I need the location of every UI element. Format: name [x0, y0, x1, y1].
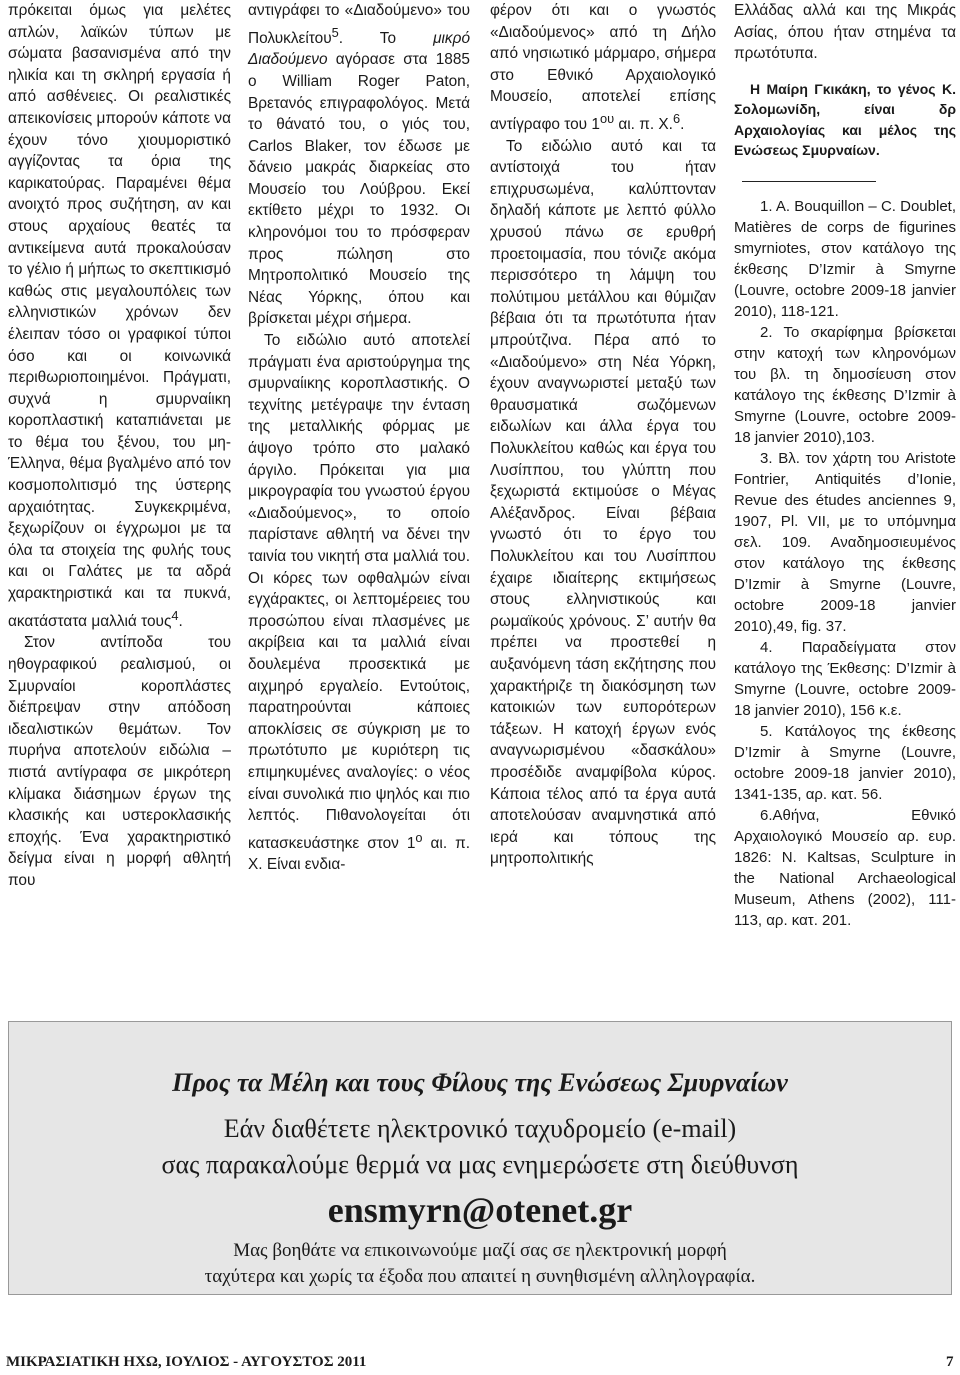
superscript: ο	[415, 829, 423, 845]
paragraph-text: . Το	[338, 29, 434, 47]
paragraph-text: αγόρασε στα 1885 ο William Roger Paton, Βρετανός επιγραφολόγος. Μετά το θάνατό του, ο γιός του, Carlos Blaker, τον έδωσε με δάνειο μακράς διαρκείας στο Μουσείο του Λούβρου. Εκεί εκτίθετο μέχρι το 1932. Οι κληρονόμοι του το πρόσφεραν προς πώληση στο Μητροπολιτικό Μουσείο της Νέας Υόρκης, όπου και βρίσκεται μέχρι σήμερα.	[248, 51, 470, 328]
paragraph-text: πρόκειται όμως για μελέτες απλών, λαϊκών τύπων με σώματα βασανισμένα από την ηλικία και τη σκληρή εργασία ή από ασθένειες. Οι ρεαλιστικές απεικονίσεις μπορούν κάποτε να έχουν τόνο χιουμοριστικό αγγίζοντας τα όρια της καρικατούρας. Παραμένει θέμα ανοιχτό προς συζήτηση, αν και στους αρχαίους θεατές τα αντικείμενα αυτά προκαλούσαν το γέλιο ή μήπως το σκεπτικισμό καθώς στις μεγαλουπόλεις των ελληνιστικών χρόνων δεν έλειπαν τόσο οι γραφικοί τύποι όσο και οι κοινωνικά περιθωριοποιημένοι. Πράγματι, συχνά η σμυρναίικη κοροπλαστική καταπιάνεται με το θέμα του ξένου, του μη-Έλληνα, θέμα βγαλμένο από τον κοσμοπολιτισμό της ύστερης αρχαιότητας. Συγκεκριμένα, ξεχωρίζουν οι έγχρωμοι με τα όλα τα στοιχεία της φυλής τους και οι Γαλάτες με τα αδρά χαρακτηριστικά και τα πυκνά, ακατάστατα μαλλιά τους	[8, 2, 231, 630]
notice-text: σας παρακαλούμε θερμά να μας ενημερώσετε στη διεύθυνση	[161, 1150, 799, 1179]
paragraph-text: αντιγράφει το «Διαδούμενο» του Πολυκλείτου	[248, 2, 470, 47]
footnote: 5. Κατάλογος της έκθεσης D’Izmir à Smyrne (Louvre, octobre 2009-18 janvier 2010), 1341-135, αρ. κατ. 56.	[734, 722, 956, 803]
article-column-3	[490, 0, 716, 870]
footnotes-divider	[742, 181, 876, 182]
paragraph: Το ειδώλιο αυτό και τα αντίστοιχά του ήταν επιχρυσωμένα, καλύπτονταν δηλαδή κάποτε με λεπτό φύλλο χρυσού πάνω σε ερυθρή προετοιμασία, που τόνιζε ακόμα περισσότερο τη λάμψη του πολύτιμου μετάλλου και θύμιζαν βέβαια ότι τα πρωτότυπα ήταν μπρούτζινα. Πέρα από το «Διαδούμενο» στη Νέα Υόρκη, έχουν αναγνωριστεί μεταξύ των θραυσματικά σωζόμενων ειδωλίων και άλλα έργα του Πολυκλείτου καθώς και έργα του Λυσίππου, του γλύπτη που ξεχωριστά εκτιμούσε ο Μέγας Αλέξανδρος. Είναι βέβαια γνωστό ότι το έργο του Πολυκλείτου και του Λυσίππου έχαιρε ιδιαίτερης εκτιμήσεως στους ελληνιστικούς και ρωμαϊκούς χρόνους. Σ’ αυτήν θα πρέπει να προστεθεί η αυξανόμενη τάση εκζήτησης που χαρακτήριζε τη διακόσμηση των κατοικιών των ευπορότερων τάξεων. Η κατοχή έργων ενός αναγνωρισμένου «δασκάλου» προσέδιδε αναμφίβολα κύρος. Κάποια τέλος από τα έργα αυτά αποτελούσαν αναμνηστικά από ιερά και τόπους της μητροπολιτικής	[490, 137, 716, 868]
publication-footer: ΜΙΚΡΑΣΙΑΤΙΚΗ ΗΧΩ, ΙΟΥΛΙΟΣ - ΑΥΓΟΥΣΤΟΣ 2011	[6, 1354, 367, 1370]
paragraph-text: .	[178, 612, 183, 630]
footnote-ref: 4	[171, 607, 179, 623]
footnote-ref: 5	[331, 24, 339, 40]
paragraph	[248, 330, 470, 876]
paragraph-text: φέρον ότι και ο γνωστός «Διαδούμενος» από τη Δήλο από νησιωτικό μάρμαρο, σήμερα στο Εθνικό Αρχαιολογικό Μουσείο, αποτελεί επίσης αντίγραφο του 1	[490, 2, 716, 134]
footnote: 1. A. Bouquillon – C. Doublet, Matières de corps de figurines smyrniotes, στον κατάλογο της έκθεσης D’Izmir à Smyrne (Louvre, octobre 2009-18 janvier 2010), 118-121.	[734, 197, 956, 320]
footnote: 3. Βλ. τον χάρτη του Aristote Fontrier, Antiquités d’Ionie, Revue des études anciennes 9, 1907, Pl. VII, με το υπόμνημα σελ. 109. Αναδημοσιευμένος στον κατάλογο της έκθεσης D’Izmir à Smyrne (Louvre, octobre 2009-18 janvier 2010),49, fig. 37.	[734, 449, 956, 635]
article-column-4	[734, 0, 956, 931]
article-column-2	[248, 0, 470, 876]
paragraph	[8, 0, 231, 632]
author-bio: Η Μαίρη Γκικάκη, το γένος Κ. Σολομωνίδη, είναι δρ Αρχαιολογίας και μέλος της Ενώσεως Σμυρναίων.	[734, 80, 956, 159]
notice-text: Μας βοηθάτε να επικοινωνούμε μαζί σας σε ηλεκτρονική μορφή	[233, 1240, 727, 1261]
paragraph-text: αι. π. Χ.	[614, 116, 673, 134]
contact-email: ensmyrn@otenet.gr	[327, 1190, 633, 1230]
members-notice-box	[8, 1021, 952, 1295]
italic-phrase: μικρό Διαδούμενο	[248, 29, 470, 69]
footnote: 6.Αθήνα, Εθνικό Αρχαιολογικό Μουσείο αρ. ευρ. 1826: N. Kaltsas, Sculpture in the National Archaeological Museum, Athens (2002), 111-113, αρ. κατ. 201.	[734, 806, 956, 929]
notice-title: Προς τα Μέλη και τους Φίλους της Ενώσεως Σμυρναίων	[172, 1068, 788, 1097]
paragraph-text: αι. π. Χ. Είναι ενδια-	[248, 834, 470, 874]
paragraph	[248, 0, 470, 330]
footnote: 4. Παραδείγματα στον κατάλογο της Έκθεσης: D’Izmir à Smyrne (Louvre, octobre 2009-18 janvier 2010), 156 κ.ε.	[734, 638, 956, 719]
paragraph	[490, 0, 716, 136]
paragraph: Στον αντίποδα του ηθογραφικού ρεαλισμού, οι Σμυρναίοι κοροπλάστες διέπρεψαν στην απόδοση ιδεαλιστικών θεμάτων. Τον πυρήνα αποτελούν ειδώλια – πιστά αντίγραφα σε μικρότερη κλίμακα διάσημων έργων της κλασικής και υστεροκλασικής εποχής. Ένα χαρακτηριστικό δείγμα είναι η μορφή αθλητή που	[8, 634, 231, 889]
paragraph-text: Το ειδώλιο αυτό αποτελεί πράγματι ένα αριστούργημα της σμυρναίικης κοροπλαστικής. Ο τεχνίτης μετέγραψε την ένταση της μεταλλικής φόρμας με άψογο τρόπο στο μαλακό άργιλο. Πρόκειται για μια μικρογραφία του γνωστού έργου «Διαδούμενος», το οποίο παρίστανε αθλητή να δένει την ταινία του νικητή στα μαλλιά του. Οι κόρες των οφθαλμών είναι εγχάρακτες, οι λεπτομέρειες του προσώπου είναι πλασμένες με ακρίβεια και τα μαλλιά είναι δουλεμένα προσεκτικά με αιχμηρό εργαλείο. Εντούτοις, παρατηρούνται κάποιες αποκλίσεις σε σύγκριση με το πρωτότυπο με κυριότερη τις επιμηκυμένες αναλογίες: ο νέος είναι συνολικά πιο ψηλός και πιο λεπτός. Πιθανολογείται ότι κατασκευάστηκε στον 1	[248, 332, 470, 852]
paragraph-text: .	[680, 116, 685, 134]
notice-text: Εάν διαθέτετε ηλεκτρονικό ταχυδρομείο (e-mail)	[223, 1114, 737, 1143]
superscript: ου	[599, 110, 615, 126]
article-column-1	[8, 0, 231, 891]
footnotes-list	[734, 196, 956, 931]
paragraph: Ελλάδας αλλά και της Μικράς Ασίας, όπου ήταν στημένα τα πρωτότυπα.	[734, 2, 956, 63]
notice-text: ταχύτερα και χωρίς τα έξοδα που απαιτεί η συνηθισμένη αλληλογραφία.	[204, 1266, 756, 1287]
footnote-ref: 6	[672, 110, 681, 126]
footnote: 2. Το σκαρίφημα βρίσκεται στην κατοχή των κληρονόμων του βλ. τη δημοσίευση στον κατάλογο της έκθεσης D’Izmir à Smyrne (Louvre, octobre 2009-18 janvier 2010),103.	[734, 323, 956, 446]
page-number: 7	[946, 1354, 954, 1370]
